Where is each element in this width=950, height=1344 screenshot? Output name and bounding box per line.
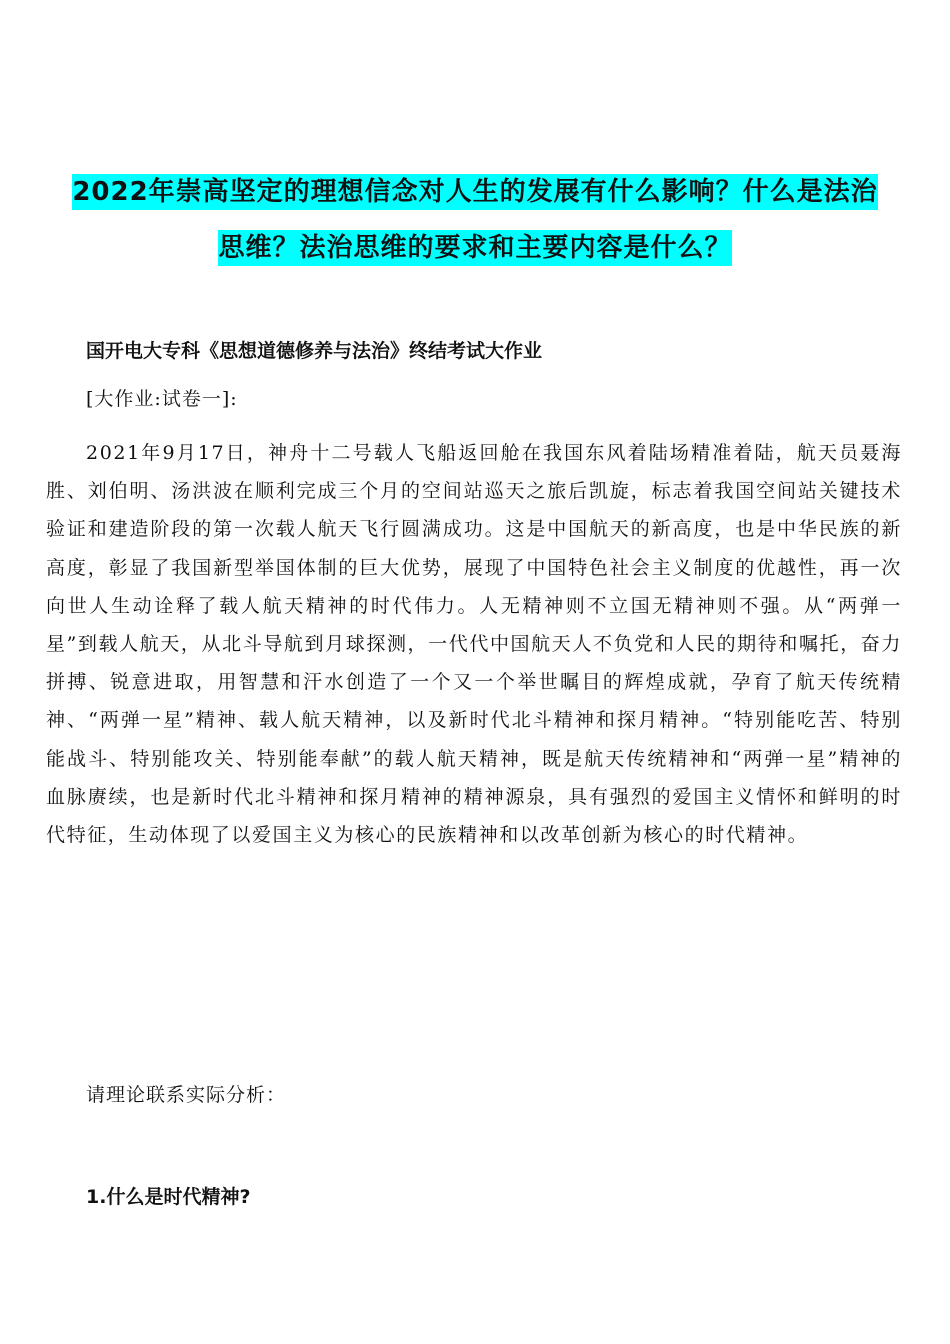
question-prompt: 请理论联系实际分析： bbox=[86, 1084, 287, 1106]
question-1: 1.什么是时代精神? bbox=[86, 1186, 251, 1208]
course-subtitle: 国开电大专科《思想道德修养与法治》终结考试大作业 bbox=[86, 340, 543, 362]
body-paragraph: 2021年9月17日，神舟十二号载人飞船返回舱在我国东风着陆场精准着陆，航天员聂海胜、刘伯明、汤洪波在顺利完成三个月的空间站巡天之旅后凯旋，标志着我国空间站关键技术验证和建造阶段的第一次载人航天飞行圆满成功。这是中国航天的新高度，也是中华民族的新高度，彰显了我国新型举国体制的巨大优势，展现了中国特色社会主义制度的优越性，再一次向世人生动诠释了载人航天精神的时代伟力。人无精神则不立国无精神则不强。从“两弹一星”到载人航天，从北斗导航到月球探测，一代代中国航天人不负党和人民的期待和嘱托，奋力拼搏、锐意进取，用智慧和汗水创造了一个又一个举世瞩目的辉煌成就，孕育了航天传统精神、“两弹一星”精神、载人航天精神，以及新时代北斗精神和探月精神。“特别能吃苦、特别能战斗、特别能攻关、特别能奉献”的载人航天精神，既是航天传统精神和“两弹一星”精神的血脉赓续，也是新时代北斗精神和探月精神的精神源泉，具有强烈的爱国主义情怀和鲜明的时代特征，生动体现了以爱国主义为核心的民族精神和以改革创新为核心的时代精神。 bbox=[46, 442, 902, 847]
exam-label: [大作业:试卷一]: bbox=[86, 388, 238, 410]
document-title bbox=[40, 164, 910, 276]
title-line-2: 思维？法治思维的要求和主要内容是什么？ bbox=[218, 230, 731, 266]
title-line-1: 2022年崇高坚定的理想信念对人生的发展有什么影响？什么是法治 bbox=[72, 174, 877, 210]
